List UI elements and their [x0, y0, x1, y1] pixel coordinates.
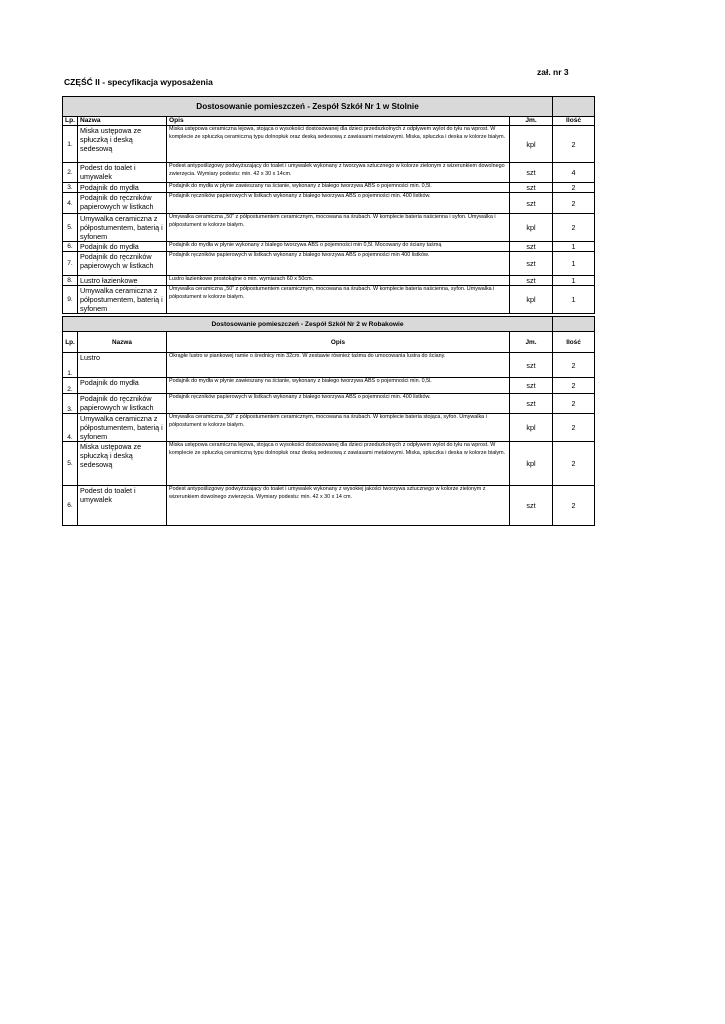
row-name: Lustro łazienkowe — [78, 276, 167, 286]
header-lp: Lp. — [63, 117, 78, 126]
row-unit: szt — [510, 378, 553, 394]
row-qty: 1 — [553, 276, 595, 286]
table-row — [63, 276, 595, 286]
spec-table-robakowo — [62, 316, 595, 526]
row-unit: szt — [510, 163, 553, 183]
row-qty: 2 — [553, 193, 595, 214]
banner-blank-cell — [553, 97, 595, 117]
row-qty: 2 — [553, 353, 595, 378]
row-desc: Podajnik do mydła w płynie wykonany z białego tworzywa ABS o pojemności min 0,5l. Mocowany do ściany taśmą — [167, 242, 510, 252]
row-lp: 5. — [63, 442, 78, 486]
row-desc: Podajnik do mydła w płynie zawieszany na ścianie, wykonany z białego tworzywa ABS o pojemności min. 0,5l. — [167, 183, 510, 193]
row-qty: 2 — [553, 442, 595, 486]
table-row — [63, 353, 595, 378]
attachment-label: zał. nr 3 — [537, 67, 569, 77]
table-row — [63, 214, 595, 242]
row-qty: 1 — [553, 252, 595, 276]
row-name: Podajnik do ręczników papierowych w listkach — [78, 394, 167, 414]
table-row — [63, 414, 595, 442]
table-row — [63, 183, 595, 193]
row-desc: Umywalka ceramiczna „50” z półpostumentem ceramicznym, mocowana na śrubach. W komplecie bateria naścienna i syfon. Umywalka i półpostument w kolorze białym. — [167, 214, 510, 242]
table-row — [63, 163, 595, 183]
table-row — [63, 242, 595, 252]
row-unit: szt — [510, 486, 553, 526]
row-lp: 4. — [63, 414, 78, 442]
header-name: Nazwa — [78, 117, 167, 126]
row-lp: 3. — [63, 183, 78, 193]
header-desc: Opis — [167, 117, 510, 126]
banner-blank-cell — [553, 317, 595, 332]
table-row — [63, 286, 595, 314]
row-desc: Podajnik ręczników papierowych w listkach wykonany z białego tworzywa ABS o pojemności min. 400 listków. — [167, 193, 510, 214]
row-qty: 2 — [553, 126, 595, 163]
section-title: CZĘŚĆ II - specyfikacja wyposażenia — [64, 77, 213, 87]
row-unit: kpl — [510, 214, 553, 242]
row-name: Podest do toalet i umywalek — [78, 486, 167, 526]
header-name: Nazwa — [78, 332, 167, 353]
row-name: Lustro — [78, 353, 167, 378]
row-desc: Miska ustępowa ceramiczna lejowa, stojąca o wysokości dostosowanej dla dzieci przedszkolnych z odpływem wylot do tyłu na wprost. W komplecie ze spłuczką ceramiczną typu dolnopłuk oraz deską sedesową z zawiasami metalowymi. Miska, spłuczka i deska w kolorze białym. — [167, 442, 510, 486]
row-qty: 2 — [553, 414, 595, 442]
row-qty: 2 — [553, 378, 595, 394]
row-desc: Podajnik ręczników papierowych w listkach wykonany z białego tworzywa ABS o pojemności min 400 listków. — [167, 252, 510, 276]
row-unit: kpl — [510, 126, 553, 163]
row-lp: 7. — [63, 252, 78, 276]
row-name: Umywalka ceramiczna z półpostumentem, baterią i syfonem — [78, 286, 167, 314]
row-unit: kpl — [510, 414, 553, 442]
row-unit: szt — [510, 276, 553, 286]
row-qty: 1 — [553, 242, 595, 252]
row-lp: 4. — [63, 193, 78, 214]
table-row — [63, 394, 595, 414]
row-desc: Umywalka ceramiczna „50” z półpostumentem ceramicznym, mocowana na śrubach. W komplecie bateria stojąca, syfon. Umywalka i półpostument w kolorze białym. — [167, 414, 510, 442]
row-lp: 6. — [63, 242, 78, 252]
table-row — [63, 252, 595, 276]
row-unit: kpl — [510, 442, 553, 486]
row-qty: 2 — [553, 183, 595, 193]
row-name: Umywalka ceramiczna z półpostumentem, baterią i syfonem — [78, 414, 167, 442]
row-lp: 1. — [63, 353, 78, 378]
table-row — [63, 486, 595, 526]
row-name: Podajnik do ręczników papierowych w listkach — [78, 252, 167, 276]
spec-table-stolno — [62, 96, 595, 314]
row-lp: 3. — [63, 394, 78, 414]
row-qty: 2 — [553, 394, 595, 414]
row-name: Podajnik do mydła — [78, 378, 167, 394]
row-qty: 4 — [553, 163, 595, 183]
row-unit: szt — [510, 252, 553, 276]
row-lp: 8. — [63, 276, 78, 286]
row-name: Miska ustępowa ze spłuczką i deską sedesową — [78, 442, 167, 486]
table-banner: Dostosowanie pomieszczeń - Zespół Szkół Nr 1 w Stolnie — [63, 97, 553, 117]
row-desc: Podajnik do mydła w płynie zawieszany na ścianie, wykonany z białego tworzywa ABS o pojemności min. 0,5l. — [167, 378, 510, 394]
row-unit: szt — [510, 394, 553, 414]
row-desc: Podajnik ręczników papierowych w listkach wykonany z białego tworzywa ABS o pojemności min. 400 listków. — [167, 394, 510, 414]
row-desc: Umywalka ceramiczna „50” z półpostumentem ceramicznym, mocowana na śrubach. W komplecie bateria naścienna, syfon. Umywalka i półpostument w kolorze białym. — [167, 286, 510, 314]
row-lp: 2. — [63, 163, 78, 183]
row-unit: szt — [510, 183, 553, 193]
row-name: Umywalka ceramiczna z półpostumentem, baterią i syfonem — [78, 214, 167, 242]
row-desc: Podest antypoślizgowy podwyższający do toalet i umywalek wykonany z tworzywa sztucznego w kolorze zielonym z wizerunkiem dowolnego zwierzęcia. Wymiary podestu: min. 42 x 30 x 14cm. — [167, 163, 510, 183]
row-lp: 9. — [63, 286, 78, 314]
header-desc: Opis — [167, 332, 510, 353]
row-name: Podajnik do mydła — [78, 183, 167, 193]
row-name: Podest do toalet i umywalek — [78, 163, 167, 183]
row-desc: Miska ustępowa ceramiczna lejowa, stojąca o wysokości dostosowanej dla dzieci przedszkolnych z odpływem wylot do tyłu na wprost. W komplecie ze spłuczką ceramiczną typu dolnopłuk oraz deską sedesową z zawiasami metalowymi. Miska, spłuczka i deska w kolorze białym. — [167, 126, 510, 163]
row-unit: szt — [510, 353, 553, 378]
row-qty: 2 — [553, 486, 595, 526]
table-banner: Dostosowanie pomieszczeń - Zespół Szkół Nr 2 w Robakowie — [63, 317, 553, 332]
row-lp: 2. — [63, 378, 78, 394]
row-desc: Lustro łazienkowe prostokątne o min. wymiarach 60 x 50cm. — [167, 276, 510, 286]
row-qty: 1 — [553, 286, 595, 314]
header-unit: Jm. — [510, 332, 553, 353]
row-unit: szt — [510, 193, 553, 214]
row-qty: 2 — [553, 214, 595, 242]
row-unit: szt — [510, 242, 553, 252]
table-row — [63, 442, 595, 486]
row-name: Miska ustępowa ze spłuczką i deską sedesową — [78, 126, 167, 163]
row-name: Podajnik do mydła — [78, 242, 167, 252]
header-lp: Lp. — [63, 332, 78, 353]
table-header-row — [63, 332, 595, 353]
row-lp: 1. — [63, 126, 78, 163]
table-row — [63, 193, 595, 214]
row-unit: kpl — [510, 286, 553, 314]
header-unit: Jm. — [510, 117, 553, 126]
row-name: Podajnik do ręczników papierowych w listkach — [78, 193, 167, 214]
row-desc: Okrągłe lustro w piankowej ramie o średnicy min 32cm. W zestawie również taśma do umocowania lustra do ściany. — [167, 353, 510, 378]
row-lp: 5. — [63, 214, 78, 242]
table-row — [63, 378, 595, 394]
header-qty: Ilość — [553, 117, 595, 126]
table-row — [63, 126, 595, 163]
row-desc: Podest antypoślizgowy podwyższający do toalet i umywalek wykonany z wysokiej jakości tworzywa sztucznego w kolorze zielonym z wizerunkiem dowolnego zwierzęcia. Wymiary podestu: min. 42 x 30 x 14 cm. — [167, 486, 510, 526]
row-lp: 6. — [63, 486, 78, 526]
header-qty: Ilość — [553, 332, 595, 353]
table-header-row — [63, 117, 595, 126]
